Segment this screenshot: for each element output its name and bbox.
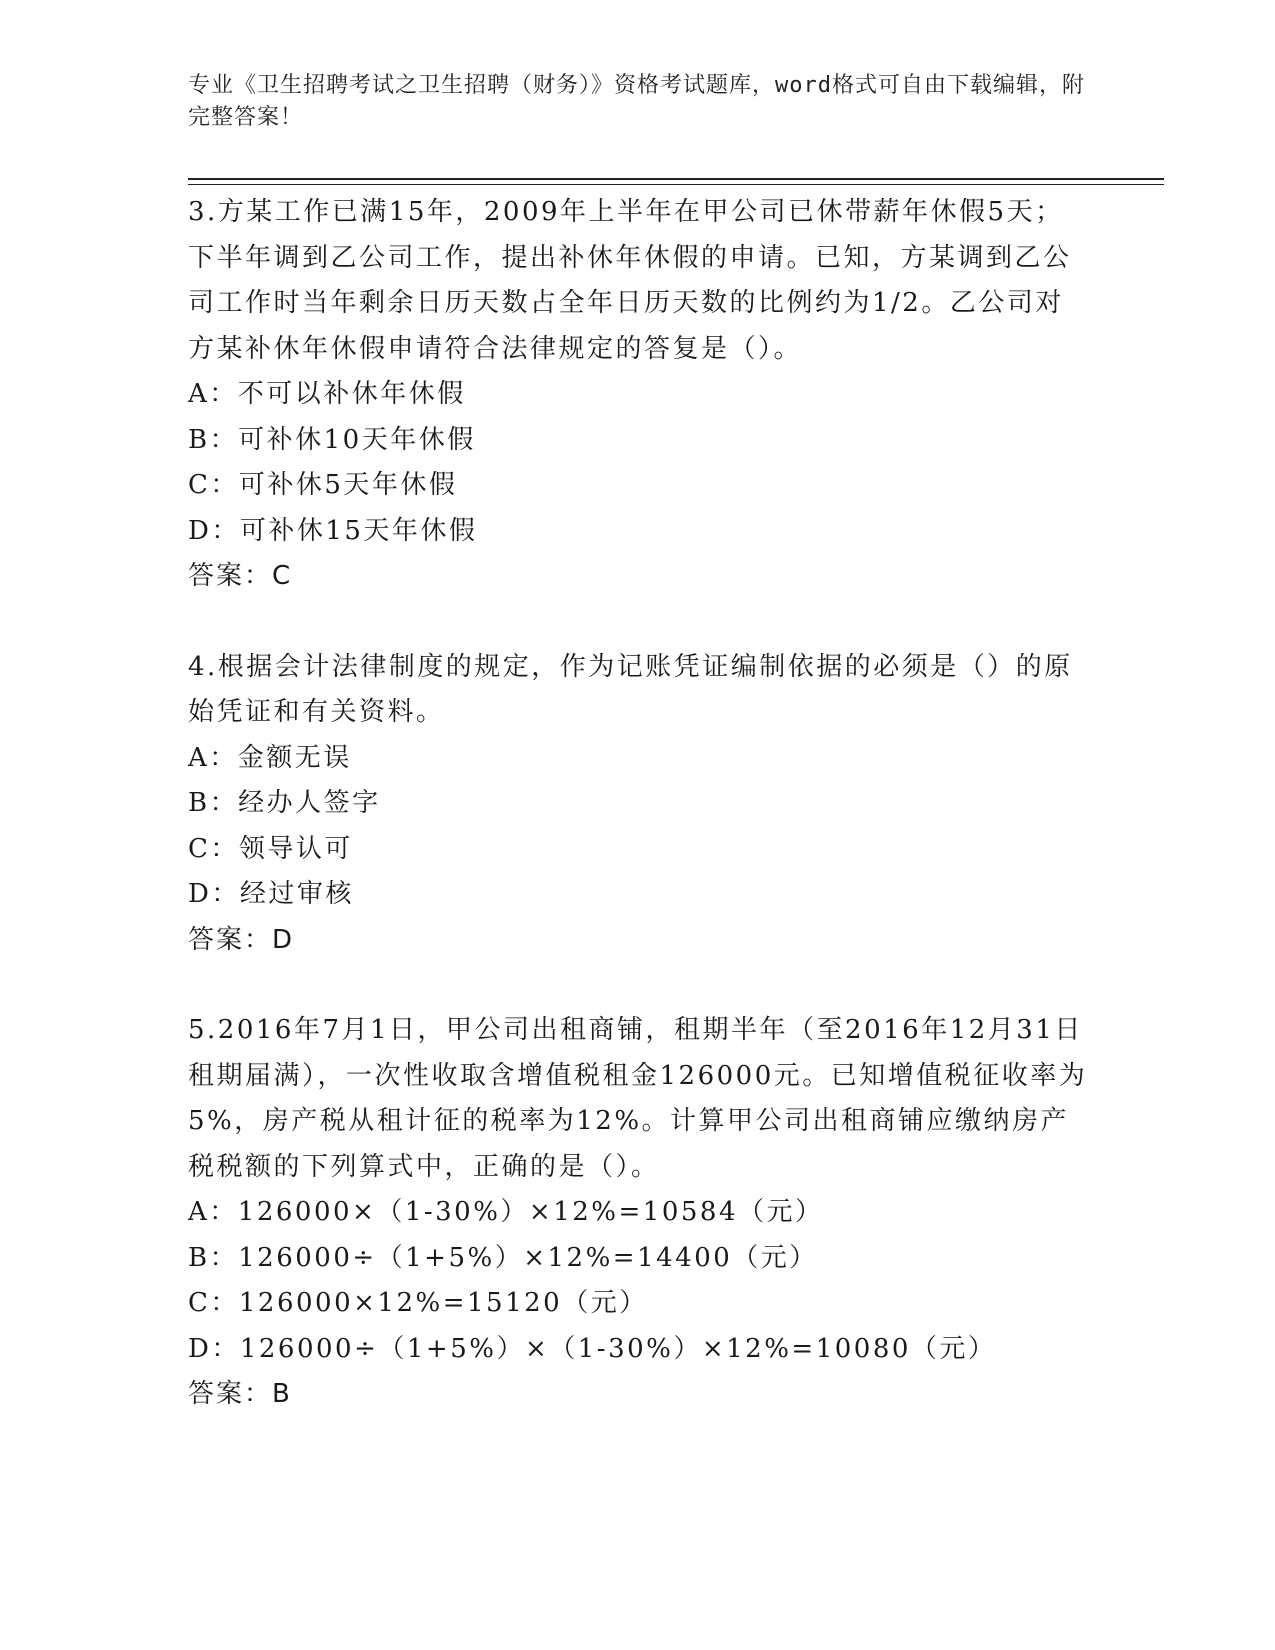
question-gap xyxy=(188,600,1088,645)
option-a: A：126000×（1-30%）×12%=10584（元） xyxy=(188,1197,824,1227)
question-stem: 3.方某工作已满15年，2009年上半年在甲公司已休带薪年休假5天；下半年调到乙公司工作，提出补休年休假的申请。已知，方某调到乙公司工作时当年剩余日历天数占全年日历天数的比例约为1/2。乙公司对方某补休年休假申请符合法律规定的答复是（）。 xyxy=(188,197,1072,364)
question-5 xyxy=(188,1008,1088,1418)
option-b: B：可补休10天年休假 xyxy=(188,424,476,455)
question-stem: 4.根据会计法律制度的规定，作为记账凭证编制依据的必须是（）的原始凭证和有关资料。 xyxy=(188,651,1073,727)
option-c: C：领导认可 xyxy=(188,833,353,864)
question-list xyxy=(188,190,1088,1418)
question-stem: 5.2016年7月1日，甲公司出租商铺，租期半年（至2016年12月31日租期届满），一次性收取含增值税租金126000元。已知增值税征收率为5%，房产税从租计征的税率为12%。计算甲公司出租商铺应缴纳房产税税额的下列算式中，正确的是（）。 xyxy=(188,1015,1088,1182)
option-a: A：不可以补休年休假 xyxy=(188,379,466,409)
header-rule-thick xyxy=(188,178,1164,180)
question-4 xyxy=(188,645,1088,964)
option-a: A：金额无误 xyxy=(188,742,352,773)
option-b: B：126000÷（1+5%）×12%=14400（元） xyxy=(188,1242,818,1273)
option-d: D：经过审核 xyxy=(188,879,354,909)
question-3 xyxy=(188,190,1088,600)
option-b: B：经办人签字 xyxy=(188,788,381,818)
header-text: 专业《卫生招聘考试之卫生招聘（财务）》资格考试题库，word格式可自由下载编辑，附完整答案！ xyxy=(188,73,1085,130)
answer-label: 答案：B xyxy=(188,1379,292,1409)
answer-label: 答案：C xyxy=(188,561,293,591)
option-c: C：126000×12%=15120（元） xyxy=(188,1288,648,1318)
answer-label: 答案：D xyxy=(188,924,295,955)
question-gap xyxy=(188,963,1088,1008)
option-c: C：可补休5天年休假 xyxy=(188,470,458,500)
option-d: D：126000÷（1+5%）×（1-30%）×12%=10080（元） xyxy=(188,1333,997,1364)
header-rule-thin xyxy=(188,184,1164,185)
document-header xyxy=(188,70,1088,134)
option-d: D：可补休15天年休假 xyxy=(188,515,478,546)
